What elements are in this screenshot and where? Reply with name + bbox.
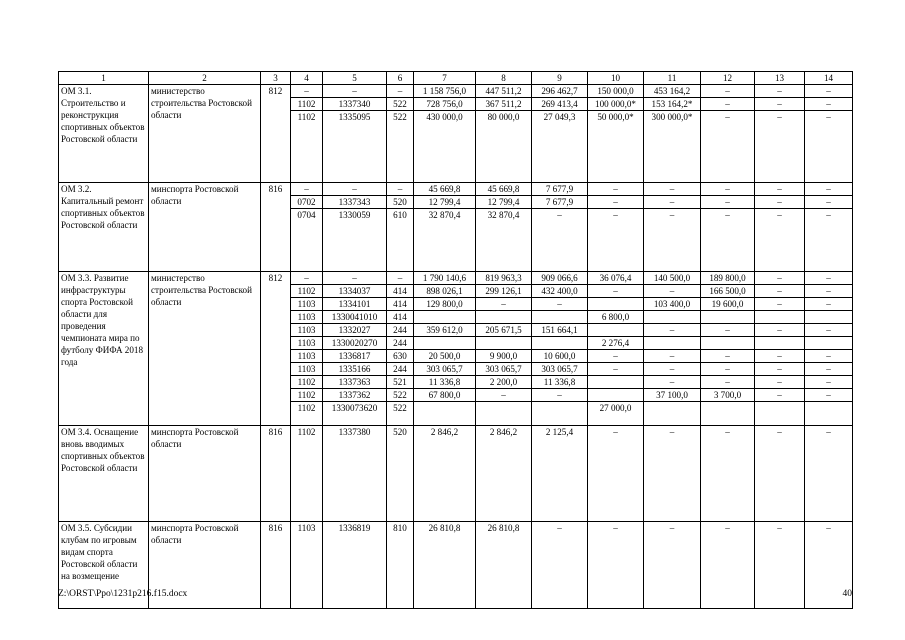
table-cell: 244 bbox=[387, 324, 414, 337]
table-cell bbox=[755, 337, 805, 350]
table-cell: 9 900,0 bbox=[476, 350, 532, 363]
table-header bbox=[59, 72, 853, 85]
table-cell: – bbox=[755, 98, 805, 111]
table-cell: 1103 bbox=[291, 337, 323, 350]
measure-name: ОМ 3.4. Оснащение вновь вводимых спортивных объектов Ростовской области bbox=[59, 426, 149, 522]
table-cell: 37 100,0 bbox=[644, 389, 701, 402]
table-cell: 153 164,2* bbox=[644, 98, 701, 111]
table-cell: 1337380 bbox=[323, 426, 387, 522]
header-cell: 3 bbox=[261, 72, 291, 85]
table-cell: 1334037 bbox=[323, 285, 387, 298]
table-cell: 244 bbox=[387, 337, 414, 350]
executor-name: минспорта Ростовской области bbox=[149, 522, 261, 609]
table-cell bbox=[476, 402, 532, 426]
table-cell: 1103 bbox=[291, 363, 323, 376]
table-cell: 430 000,0 bbox=[414, 111, 476, 183]
table-cell: 2 846,2 bbox=[476, 426, 532, 522]
table-cell: 1337343 bbox=[323, 196, 387, 209]
table-cell bbox=[588, 389, 644, 402]
table-cell bbox=[805, 337, 853, 350]
table-cell: 67 800,0 bbox=[414, 389, 476, 402]
table-cell: – bbox=[755, 111, 805, 183]
table-cell: 1332027 bbox=[323, 324, 387, 337]
table-cell: 32 870,4 bbox=[414, 209, 476, 272]
table-cell: 3 700,0 bbox=[701, 389, 755, 402]
table-cell: 1 790 140,6 bbox=[414, 272, 476, 285]
table-cell: – bbox=[701, 111, 755, 183]
table-cell: 1336817 bbox=[323, 350, 387, 363]
table-cell: – bbox=[805, 376, 853, 389]
header-cell: 1 bbox=[59, 72, 149, 85]
table-cell: 12 799,4 bbox=[414, 196, 476, 209]
table-cell: 521 bbox=[387, 376, 414, 389]
grbs-code: 816 bbox=[261, 183, 291, 272]
table-cell: 1337340 bbox=[323, 98, 387, 111]
table-cell: 303 065,7 bbox=[476, 363, 532, 376]
header-cell: 13 bbox=[755, 72, 805, 85]
table-cell bbox=[532, 337, 588, 350]
table-cell bbox=[755, 402, 805, 426]
table-cell: – bbox=[532, 522, 588, 609]
table-cell: 189 800,0 bbox=[701, 272, 755, 285]
grbs-code: 816 bbox=[261, 426, 291, 522]
table-cell: 20 500,0 bbox=[414, 350, 476, 363]
table-cell: – bbox=[323, 272, 387, 285]
table-cell: – bbox=[805, 522, 853, 609]
table-cell: 296 462,7 bbox=[532, 85, 588, 98]
table-cell: 6 800,0 bbox=[588, 311, 644, 324]
table-cell bbox=[414, 402, 476, 426]
page-number: 40 bbox=[842, 589, 852, 599]
table-cell bbox=[476, 337, 532, 350]
table-cell: – bbox=[805, 350, 853, 363]
table-cell: 414 bbox=[387, 298, 414, 311]
table-cell: – bbox=[588, 522, 644, 609]
table-cell: 1334101 bbox=[323, 298, 387, 311]
grbs-code: 812 bbox=[261, 85, 291, 183]
table-cell: 1102 bbox=[291, 389, 323, 402]
table-cell: – bbox=[805, 426, 853, 522]
table-cell: 359 612,0 bbox=[414, 324, 476, 337]
table-cell: 1102 bbox=[291, 285, 323, 298]
table-cell: 522 bbox=[387, 111, 414, 183]
table-cell: – bbox=[644, 324, 701, 337]
header-cell: 14 bbox=[805, 72, 853, 85]
table-cell: – bbox=[588, 196, 644, 209]
table-cell: – bbox=[755, 209, 805, 272]
table-cell bbox=[532, 402, 588, 426]
table-cell: 1330041010 bbox=[323, 311, 387, 324]
table-cell: – bbox=[644, 426, 701, 522]
table-cell: – bbox=[701, 363, 755, 376]
table-cell: 1103 bbox=[291, 522, 323, 609]
table-body bbox=[59, 85, 853, 609]
table-cell: – bbox=[755, 389, 805, 402]
table-cell: – bbox=[532, 389, 588, 402]
table-cell: 2 276,4 bbox=[588, 337, 644, 350]
table-cell: – bbox=[323, 183, 387, 196]
table-cell: 630 bbox=[387, 350, 414, 363]
file-path: Z:\ORST\Ppo\1231p216.f15.docx bbox=[58, 589, 188, 599]
table-cell: 520 bbox=[387, 426, 414, 522]
table-cell: 19 600,0 bbox=[701, 298, 755, 311]
table-cell: – bbox=[805, 363, 853, 376]
table-cell: 610 bbox=[387, 209, 414, 272]
table-cell: 303 065,7 bbox=[414, 363, 476, 376]
measure-name: ОМ 3.1. Строительство и реконструкция спортивных объектов Ростовской области bbox=[59, 85, 149, 183]
table-cell: – bbox=[805, 272, 853, 285]
table-row bbox=[59, 426, 853, 522]
table-cell bbox=[414, 311, 476, 324]
table-cell: 367 511,2 bbox=[476, 98, 532, 111]
table-cell: 520 bbox=[387, 196, 414, 209]
table-cell: 1335166 bbox=[323, 363, 387, 376]
table-cell: 26 810,8 bbox=[414, 522, 476, 609]
table-cell: 166 500,0 bbox=[701, 285, 755, 298]
table-cell: – bbox=[588, 350, 644, 363]
table-cell: 0702 bbox=[291, 196, 323, 209]
table-cell: 10 600,0 bbox=[532, 350, 588, 363]
table-cell: 1330059 bbox=[323, 209, 387, 272]
table-cell: 1102 bbox=[291, 111, 323, 183]
table-cell: – bbox=[755, 376, 805, 389]
table-cell: – bbox=[701, 209, 755, 272]
header-cell: 7 bbox=[414, 72, 476, 85]
table-cell: 1103 bbox=[291, 311, 323, 324]
table-cell: 1337363 bbox=[323, 376, 387, 389]
header-row bbox=[59, 72, 853, 85]
table-cell bbox=[644, 311, 701, 324]
table-cell: – bbox=[387, 272, 414, 285]
table-cell: 103 400,0 bbox=[644, 298, 701, 311]
table-cell: – bbox=[805, 85, 853, 98]
table-cell: 150 000,0 bbox=[588, 85, 644, 98]
table-cell: – bbox=[291, 85, 323, 98]
table-cell: – bbox=[644, 183, 701, 196]
table-cell: 898 026,1 bbox=[414, 285, 476, 298]
table-cell: – bbox=[644, 522, 701, 609]
table-cell: – bbox=[588, 183, 644, 196]
table-cell bbox=[805, 402, 853, 426]
table-cell bbox=[588, 298, 644, 311]
table-cell: 414 bbox=[387, 285, 414, 298]
table-cell bbox=[588, 324, 644, 337]
table-cell: 12 799,4 bbox=[476, 196, 532, 209]
table-cell: 300 000,0* bbox=[644, 111, 701, 183]
table-cell: 1103 bbox=[291, 324, 323, 337]
table-cell bbox=[644, 337, 701, 350]
table-cell: 45 669,8 bbox=[476, 183, 532, 196]
table-cell: – bbox=[755, 350, 805, 363]
table-cell: – bbox=[805, 298, 853, 311]
table-cell: 32 870,4 bbox=[476, 209, 532, 272]
table-cell: – bbox=[701, 522, 755, 609]
executor-name: минспорта Ростовской области bbox=[149, 183, 261, 272]
table-cell: 1103 bbox=[291, 350, 323, 363]
table-cell: 1330020270 bbox=[323, 337, 387, 350]
table-cell: 151 664,1 bbox=[532, 324, 588, 337]
table-cell: – bbox=[476, 389, 532, 402]
table-cell: – bbox=[755, 324, 805, 337]
measure-name: ОМ 3.3. Развитие инфраструктуры спорта Ростовской области для проведения чемпионата мира по футболу ФИФА 2018 года bbox=[59, 272, 149, 426]
table-cell: 1 158 756,0 bbox=[414, 85, 476, 98]
table-cell: 140 500,0 bbox=[644, 272, 701, 285]
table-cell: 50 000,0* bbox=[588, 111, 644, 183]
table-cell: – bbox=[805, 98, 853, 111]
table-cell: 1330073620 bbox=[323, 402, 387, 426]
grbs-code: 816 bbox=[261, 522, 291, 609]
executor-name: министерство строительства Ростовской области bbox=[149, 85, 261, 183]
header-cell: 2 bbox=[149, 72, 261, 85]
header-cell: 5 bbox=[323, 72, 387, 85]
table-cell: 45 669,8 bbox=[414, 183, 476, 196]
table-cell: 453 164,2 bbox=[644, 85, 701, 98]
table-cell bbox=[701, 311, 755, 324]
table-cell: – bbox=[532, 298, 588, 311]
table-cell: – bbox=[387, 85, 414, 98]
executor-name: минспорта Ростовской области bbox=[149, 426, 261, 522]
table-cell bbox=[755, 311, 805, 324]
table-cell: – bbox=[644, 196, 701, 209]
table-cell: – bbox=[588, 209, 644, 272]
table-cell: 269 413,4 bbox=[532, 98, 588, 111]
executor-name: министерство строительства Ростовской области bbox=[149, 272, 261, 426]
table-cell: 0704 bbox=[291, 209, 323, 272]
table-cell: 7 677,9 bbox=[532, 196, 588, 209]
table-cell: 1337362 bbox=[323, 389, 387, 402]
table-cell: 205 671,5 bbox=[476, 324, 532, 337]
table-cell bbox=[644, 402, 701, 426]
table-cell: 1102 bbox=[291, 376, 323, 389]
table-cell: – bbox=[701, 98, 755, 111]
table-cell: 1102 bbox=[291, 98, 323, 111]
table-cell: – bbox=[755, 85, 805, 98]
table-cell: 522 bbox=[387, 402, 414, 426]
table-cell: – bbox=[755, 183, 805, 196]
table-row bbox=[59, 183, 853, 196]
table-cell bbox=[414, 337, 476, 350]
table-cell: 7 677,9 bbox=[532, 183, 588, 196]
table-cell: – bbox=[755, 522, 805, 609]
header-cell: 4 bbox=[291, 72, 323, 85]
table-cell: 27 000,0 bbox=[588, 402, 644, 426]
table-cell bbox=[701, 402, 755, 426]
table-cell: – bbox=[805, 183, 853, 196]
table-cell: 244 bbox=[387, 363, 414, 376]
table-cell: – bbox=[644, 209, 701, 272]
table-cell: – bbox=[291, 183, 323, 196]
header-cell: 9 bbox=[532, 72, 588, 85]
table-cell: – bbox=[755, 196, 805, 209]
grbs-code: 812 bbox=[261, 272, 291, 426]
table-cell: 11 336,8 bbox=[532, 376, 588, 389]
table-cell: – bbox=[701, 85, 755, 98]
table-cell: 2 200,0 bbox=[476, 376, 532, 389]
table-cell: 522 bbox=[387, 389, 414, 402]
table-cell bbox=[476, 311, 532, 324]
table-row bbox=[59, 272, 853, 285]
header-cell: 8 bbox=[476, 72, 532, 85]
table-cell: – bbox=[644, 376, 701, 389]
table-cell: 819 963,3 bbox=[476, 272, 532, 285]
table-cell: 27 049,3 bbox=[532, 111, 588, 183]
table-cell: – bbox=[701, 426, 755, 522]
table-cell: – bbox=[805, 111, 853, 183]
table-cell: – bbox=[532, 209, 588, 272]
table-cell: 2 125,4 bbox=[532, 426, 588, 522]
table-cell: 26 810,8 bbox=[476, 522, 532, 609]
measure-name: ОМ 3.2. Капитальный ремонт спортивных объектов Ростовской области bbox=[59, 183, 149, 272]
table-cell: – bbox=[291, 272, 323, 285]
header-cell: 11 bbox=[644, 72, 701, 85]
table-cell: – bbox=[755, 272, 805, 285]
table-cell: – bbox=[805, 209, 853, 272]
table-cell: 1102 bbox=[291, 426, 323, 522]
table-cell: – bbox=[701, 324, 755, 337]
table-cell: 810 bbox=[387, 522, 414, 609]
table-cell bbox=[532, 311, 588, 324]
table-cell: – bbox=[323, 85, 387, 98]
table-cell: – bbox=[644, 285, 701, 298]
table-cell: – bbox=[805, 196, 853, 209]
table-cell: – bbox=[755, 426, 805, 522]
table-cell: – bbox=[755, 298, 805, 311]
table-cell: 303 065,7 bbox=[532, 363, 588, 376]
table-cell: – bbox=[805, 285, 853, 298]
table-cell: 1335095 bbox=[323, 111, 387, 183]
header-cell: 10 bbox=[588, 72, 644, 85]
table-cell bbox=[805, 311, 853, 324]
table-cell: – bbox=[701, 196, 755, 209]
table-cell: 299 126,1 bbox=[476, 285, 532, 298]
table-cell: – bbox=[476, 298, 532, 311]
table-cell: 432 400,0 bbox=[532, 285, 588, 298]
measure-name: ОМ 3.5. Субсидии клубам по игровым видам спорта Ростовской области на возмещение bbox=[59, 522, 149, 609]
table-cell: – bbox=[701, 183, 755, 196]
table-row bbox=[59, 85, 853, 98]
table-cell: 1103 bbox=[291, 298, 323, 311]
table-cell: 728 756,0 bbox=[414, 98, 476, 111]
header-cell: 12 bbox=[701, 72, 755, 85]
program-table bbox=[58, 71, 853, 609]
table-cell: – bbox=[805, 389, 853, 402]
table-cell: – bbox=[588, 426, 644, 522]
header-cell: 6 bbox=[387, 72, 414, 85]
table-cell: – bbox=[701, 376, 755, 389]
table-cell: 129 800,0 bbox=[414, 298, 476, 311]
table-cell: – bbox=[588, 285, 644, 298]
table-cell: – bbox=[755, 363, 805, 376]
table-cell: 447 511,2 bbox=[476, 85, 532, 98]
table-cell: – bbox=[701, 350, 755, 363]
table-cell: 2 846,2 bbox=[414, 426, 476, 522]
table-cell: 1336819 bbox=[323, 522, 387, 609]
table-cell: 522 bbox=[387, 98, 414, 111]
table-cell: – bbox=[387, 183, 414, 196]
table-cell: 80 000,0 bbox=[476, 111, 532, 183]
table-cell: – bbox=[588, 363, 644, 376]
table-cell: 1102 bbox=[291, 402, 323, 426]
table-cell: – bbox=[644, 350, 701, 363]
table-cell: 36 076,4 bbox=[588, 272, 644, 285]
table-cell bbox=[588, 376, 644, 389]
table-cell: – bbox=[755, 285, 805, 298]
table-cell: 100 000,0* bbox=[588, 98, 644, 111]
table-cell: 414 bbox=[387, 311, 414, 324]
table-cell: 11 336,8 bbox=[414, 376, 476, 389]
table-cell: – bbox=[644, 363, 701, 376]
table-cell: – bbox=[805, 324, 853, 337]
table-cell bbox=[701, 337, 755, 350]
table-cell: 909 066,6 bbox=[532, 272, 588, 285]
